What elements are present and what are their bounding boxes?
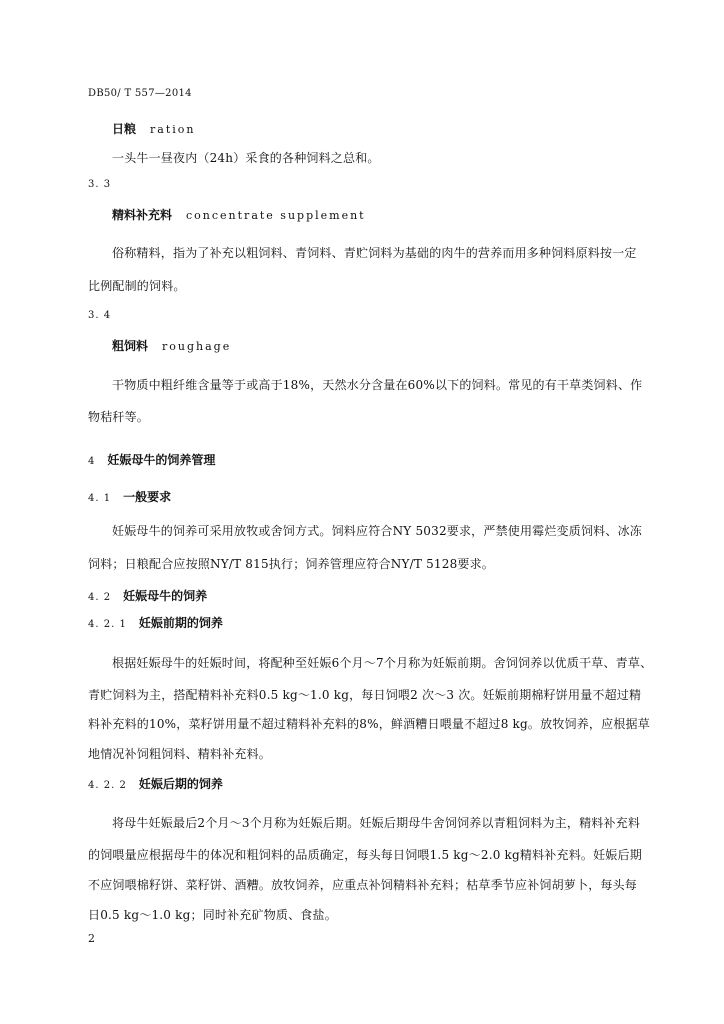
section-heading-4-2-2: [88, 775, 223, 792]
paragraph-line: 日0.5 kg～1.0 kg；同时补充矿物质、食盐。: [88, 908, 337, 922]
paragraph-line: 的饲喂量应根据母牛的体况和粗饲料的品质确定，每头每日饲喂1.5 kg～2.0 kg精料补充料。妊娠后期: [88, 848, 642, 862]
section-heading-4-1: [88, 488, 171, 505]
term-ration: [112, 120, 195, 137]
term-en: roughage: [162, 340, 232, 353]
clause-number: 3. 4: [88, 310, 112, 321]
term-definition-line: 物秸秆等。: [88, 410, 150, 424]
document-header-id: DB50/ T 557—2014: [88, 88, 192, 99]
paragraph-line: 根据妊娠母牛的妊娠时间，将配种至妊娠6个月～7个月称为妊娠前期。舍饲饲养以优质干草、青草、: [112, 656, 653, 670]
page-number: 2: [88, 932, 95, 945]
clause-number: 3. 3: [88, 179, 112, 190]
term-definition-line: 俗称精料，指为了补充以粗饲料、青饲料、青贮饲料为基础的肉牛的营养而用多种饲料原料按一定: [112, 246, 637, 260]
section-number: 4. 1: [88, 493, 112, 504]
term-roughage: [112, 337, 231, 354]
section-title: 一般要求: [123, 490, 172, 504]
paragraph-line: 地情况补饲粗饲料、精料补充料。: [88, 747, 272, 761]
section-number: 4. 2. 1: [88, 619, 127, 630]
section-number: 4. 2: [88, 592, 112, 603]
term-definition-line: 一头牛一昼夜内（24h）采食的各种饲料之总和。: [112, 151, 380, 165]
paragraph-line: 饲料；日粮配合应按照NY/T 815执行；饲养管理应符合NY/T 5128要求。: [88, 557, 495, 571]
section-title: 妊娠后期的饲养: [138, 777, 223, 791]
paragraph-line: 青贮饲料为主，搭配精料补充料0.5 kg～1.0 kg，每日饲喂2 次～3 次。妊娠前期棉籽饼用量不超过精: [88, 688, 642, 702]
paragraph-line: 料补充料的10%，菜籽饼用量不超过精料补充料的8%，鲜酒糟日喂量不超过8 kg。放牧饲养，应根据草: [88, 717, 650, 731]
term-definition-line: 干物质中粗纤维含量等于或高于18%，天然水分含量在60%以下的饲料。常见的有干草类饲料、作: [112, 378, 643, 392]
term-definition-line: 比例配制的饲料。: [88, 279, 186, 293]
section-title: 妊娠前期的饲养: [138, 616, 223, 630]
section-heading-4-2-1: [88, 614, 223, 631]
section-title: 妊娠母牛的饲养管理: [107, 453, 216, 467]
paragraph-line: 妊娠母牛的饲养可采用放牧或舍饲方式。饲料应符合NY 5032要求，严禁使用霉烂变质饲料、冰冻: [112, 524, 642, 538]
section-number: 4. 2. 2: [88, 780, 127, 791]
term-concentrate: [112, 206, 366, 223]
section-title: 妊娠母牛的饲养: [123, 589, 208, 603]
section-heading-4-2: [88, 587, 207, 604]
term-en: ration: [150, 123, 196, 136]
paragraph-line: 将母牛妊娠最后2个月～3个月称为妊娠后期。妊娠后期母牛舍饲饲养以青粗饲料为主，精料补充料: [112, 816, 641, 830]
term-cn: 粗饲料: [112, 339, 149, 353]
section-number: 4: [88, 456, 96, 467]
term-cn: 精料补充料: [112, 208, 173, 222]
section-heading-4: [88, 451, 215, 468]
paragraph-line: 不应饲喂棉籽饼、菜籽饼、酒糟。放牧饲养，应重点补饲精料补充料；枯草季节应补饲胡萝卜，每头每: [88, 878, 638, 892]
term-en: concentrate supplement: [186, 209, 366, 222]
term-cn: 日粮: [112, 122, 137, 136]
